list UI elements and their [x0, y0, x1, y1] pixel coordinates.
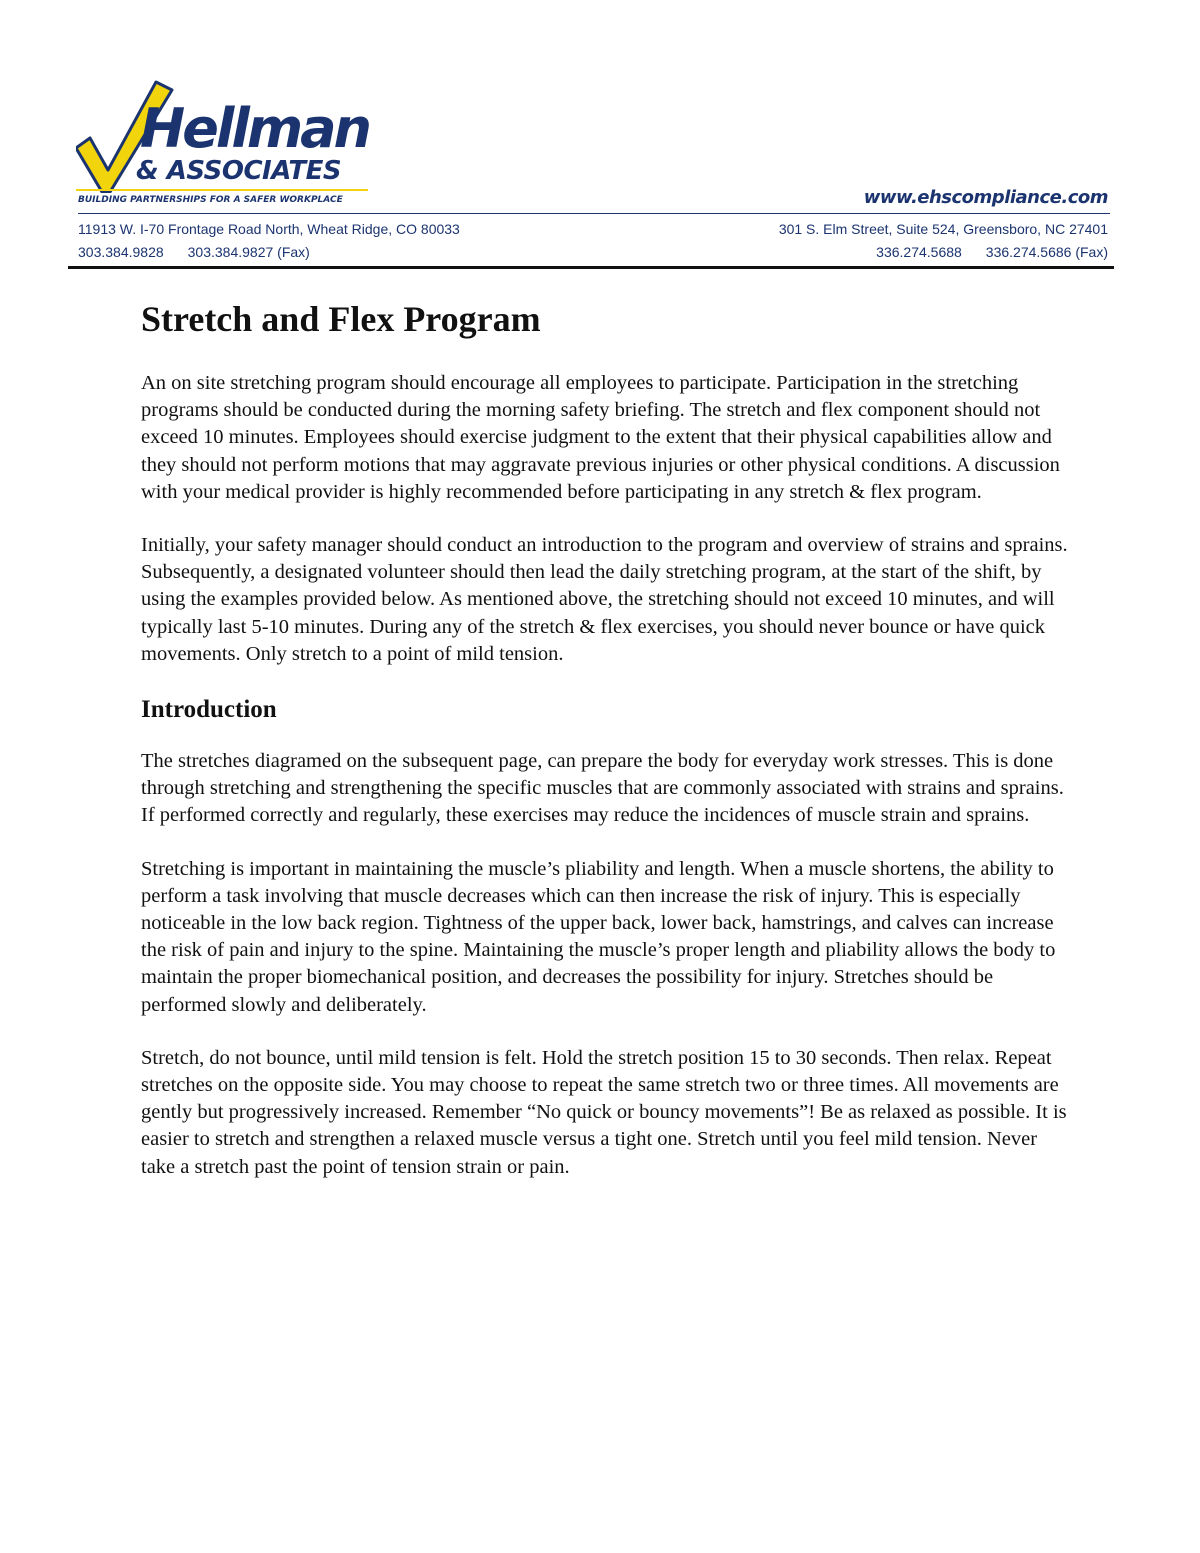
left-office-address: 11913 W. I-70 Frontage Road North, Wheat Ridge, CO 80033	[78, 221, 460, 237]
logo-subname: & ASSOCIATES	[136, 156, 342, 186]
document-body	[141, 296, 1071, 1207]
logo-tagline: BUILDING PARTNERSHIPS FOR A SAFER WORKPLACE	[78, 195, 343, 205]
intro-paragraph-2: Initially, your safety manager should conduct an introduction to the program and overview of strains and sprains. Subsequently, a designated volunteer should then lead the daily stretching program, at the start of the shift, by using the examples provided below. As mentioned above, the stretching should not exceed 10 minutes, and will typically last 5-10 minutes. During any of the stretch & flex exercises, you should never bounce or have quick movements. Only stretch to a point of mild tension.	[141, 534, 1068, 665]
header-divider-thin	[78, 213, 1110, 214]
right-office-phones	[876, 243, 1108, 261]
logo-name: Hellman	[140, 97, 369, 160]
intro-paragraph-1: An on site stretching program should encourage all employees to participate. Participation in the stretching programs should be conducted during the morning safety briefing. The stretch and flex component should not exceed 10 minutes. Employees should exercise judgment to the extent that their physical capabilities allow and they should not perform motions that may aggravate previous injuries or other physical conditions. A discussion with your medical provider is highly recommended before participating in any stretch & flex program.	[141, 372, 1060, 503]
section-paragraph-2: Stretching is important in maintaining the muscle’s pliability and length. When a muscle shortens, the ability to perform a task involving that muscle decreases which can then increase the risk of injury. This is especially noticeable in the low back region. Tightness of the upper back, lower back, hamstrings, and calves can increase the risk of pain and injury to the spine. Maintaining the muscle’s proper length and pliability allows the body to maintain the proper biomechanical position, and decreases the possibility for injury. Stretches should be performed slowly and deliberately.	[141, 857, 1056, 1016]
right-office-phone: 336.274.5688	[876, 244, 962, 260]
left-office-fax: 303.384.9827 (Fax)	[187, 244, 310, 260]
letterhead	[0, 0, 1200, 270]
header-divider-thick	[68, 266, 1114, 269]
section-heading-introduction: Introduction	[141, 696, 277, 724]
section-paragraph-3: Stretch, do not bounce, until mild tension is felt. Hold the stretch position 15 to 30 seconds. Then relax. Repeat stretches on the opposite side. You may choose to repeat the same stretch two or three times. All movements are gently but progressively increased. Remember “No quick or bouncy movements”! Be as relaxed as possible. It is easier to stretch and strengthen a relaxed muscle versus a tight one. Stretch until you feel mild tension. Never take a stretch past the point of tension strain or pain.	[141, 1046, 1067, 1178]
document-title: Stretch and Flex Program	[141, 299, 541, 339]
website-link[interactable]: www.ehscompliance.com	[863, 187, 1108, 208]
left-office-phone: 303.384.9828	[78, 244, 164, 260]
right-office-address: 301 S. Elm Street, Suite 524, Greensboro, NC 27401	[778, 221, 1108, 237]
logo-rule	[76, 189, 368, 191]
section-paragraph-1: The stretches diagramed on the subsequent page, can prepare the body for everyday work stresses. This is done through stretching and strengthening the specific muscles that are commonly associated with strains and sprains. If performed correctly and regularly, these exercises may reduce the incidences of muscle strain and sprains.	[141, 750, 1064, 827]
company-logo	[76, 78, 376, 208]
right-office-fax: 336.274.5686 (Fax)	[985, 244, 1108, 260]
left-office-phones	[78, 243, 310, 261]
